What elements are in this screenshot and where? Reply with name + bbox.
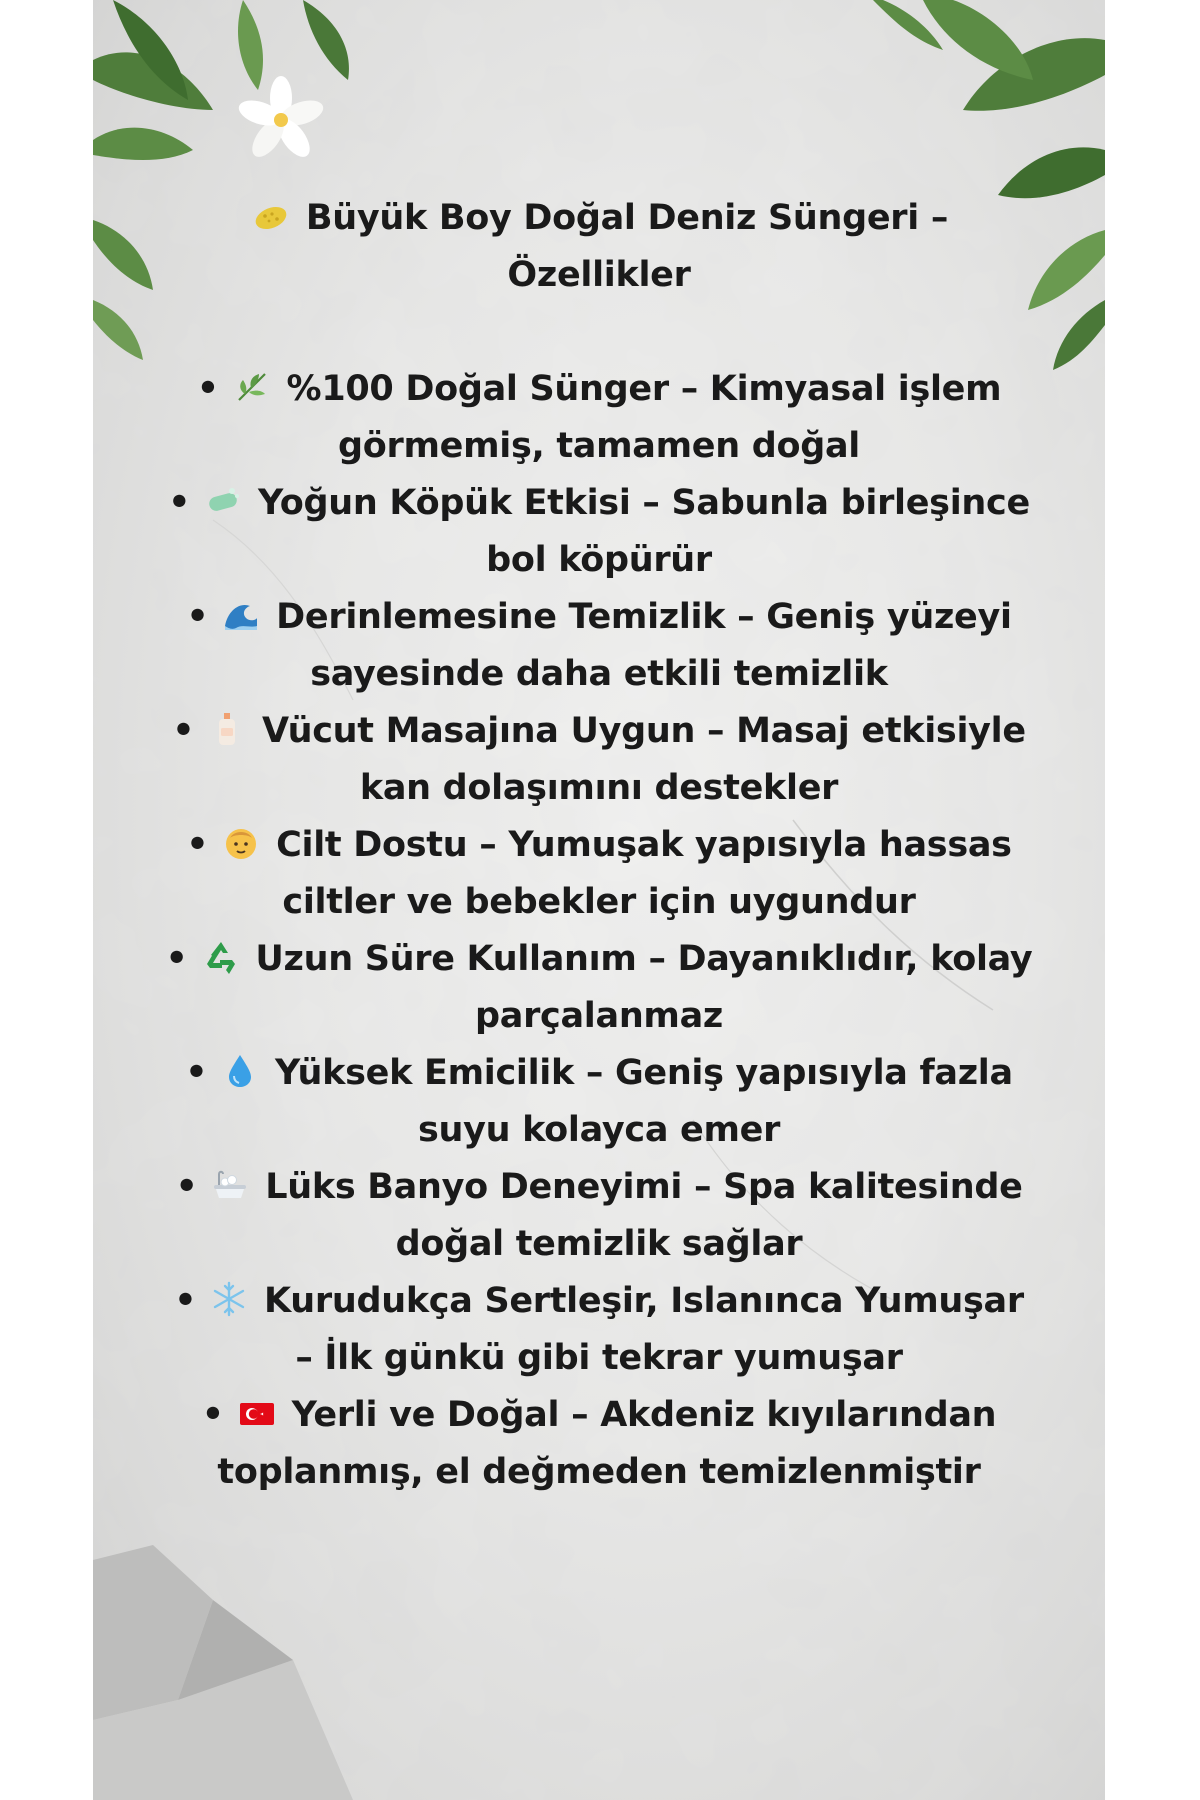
bullet: • (165, 939, 200, 979)
list-item (163, 1159, 1035, 1273)
lotion-bottle-icon (208, 710, 246, 748)
bullet: • (174, 1281, 209, 1321)
recycle-icon (202, 938, 240, 976)
feature-name: Cilt Dostu (276, 825, 468, 865)
feature-name: Yoğun Köpük Etkisi (257, 483, 631, 523)
separator: – (479, 825, 509, 865)
feature-desc: Spa kalitesinde doğal temizlik sağlar (395, 1167, 1023, 1264)
feature-name: Uzun Süre Kullanım (255, 939, 637, 979)
turkey-flag-icon (238, 1394, 276, 1432)
list-item (163, 589, 1035, 703)
separator: – (737, 597, 767, 637)
feature-desc: Kimyasal işlem görmemiş, tamamen doğal (338, 369, 1002, 466)
herb-icon (233, 368, 271, 406)
feature-desc: Geniş yapısıyla fazla suyu kolayca emer (417, 1053, 1013, 1150)
list-item (163, 475, 1035, 589)
page-title (163, 190, 1035, 304)
feature-desc: İlk günkü gibi tekrar yumuşar (324, 1338, 903, 1378)
feature-name: Yüksek Emicilik (275, 1053, 574, 1093)
bullet: • (201, 1395, 236, 1435)
feature-list (163, 361, 1035, 1501)
feature-desc: Akdeniz kıyılarından toplanmış, el değmeden temizlenmiştir (217, 1395, 997, 1492)
separator: – (680, 369, 710, 409)
list-item (163, 703, 1035, 817)
bullet: • (196, 369, 231, 409)
list-item (163, 1045, 1035, 1159)
bullet: • (186, 825, 221, 865)
feature-name: Vücut Masajına Uygun (262, 711, 696, 751)
separator: – (648, 939, 678, 979)
bullet: • (175, 1167, 210, 1207)
bullet: • (186, 597, 221, 637)
separator: – (571, 1395, 601, 1435)
droplet-icon (221, 1052, 259, 1090)
separator: – (295, 1338, 325, 1378)
feature-desc: Masaj etkisiyle kan dolaşımını destekler (359, 711, 1026, 808)
feature-desc: Geniş yüzeyi sayesinde daha etkili temizlik (310, 597, 1012, 694)
wave-icon (222, 596, 260, 634)
feature-desc: Sabunla birleşince bol köpürür (486, 483, 1030, 580)
bullet: • (168, 483, 203, 523)
feature-name: %100 Doğal Sünger (286, 369, 669, 409)
separator: – (642, 483, 672, 523)
poster (93, 0, 1105, 1800)
feature-desc: Yumuşak yapısıyla hassas ciltler ve bebekler için uygundur (282, 825, 1012, 922)
feature-name: Yerli ve Doğal (291, 1395, 560, 1435)
list-item (163, 361, 1035, 475)
list-item (163, 817, 1035, 931)
baby-icon (222, 824, 260, 862)
bathtub-icon (211, 1166, 249, 1204)
sponge-icon (252, 197, 290, 235)
feature-name: Lüks Banyo Deneyimi (265, 1167, 683, 1207)
separator: – (707, 711, 737, 751)
soap-icon (204, 482, 242, 520)
content (163, 190, 1035, 1501)
title-text: Büyük Boy Doğal Deniz Süngeri – Özellikler (293, 198, 949, 295)
bullet: • (185, 1053, 220, 1093)
feature-name: Kurudukça Sertleşir, Islanınca Yumuşar (264, 1281, 1024, 1321)
feature-name: Derinlemesine Temizlik (276, 597, 726, 637)
list-item (163, 931, 1035, 1045)
list-item (163, 1273, 1035, 1387)
separator: – (585, 1053, 615, 1093)
feature-desc: Dayanıklıdır, kolay parçalanmaz (475, 939, 1033, 1036)
list-item (163, 1387, 1035, 1501)
bullet: • (172, 711, 207, 751)
separator: – (693, 1167, 724, 1207)
snowflake-icon (210, 1280, 248, 1318)
